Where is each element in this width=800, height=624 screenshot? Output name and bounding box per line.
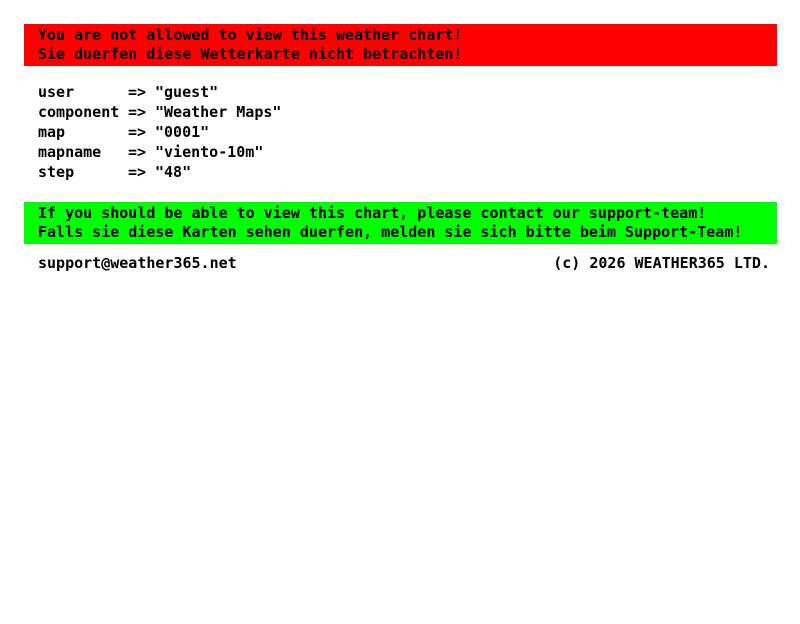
support-contact-text-en: If you should be able to view this chart, please contact our support-team!	[38, 204, 707, 222]
arrow-glyph: =>	[128, 143, 147, 161]
detail-key: map	[38, 123, 66, 141]
footer	[38, 254, 770, 273]
support-contact-text-de: Falls sie diese Karten sehen duerfen, melden sie sich bitte beim Support-Team!	[38, 223, 743, 241]
arrow-glyph: =>	[128, 163, 147, 181]
detail-value: "viento-10m"	[155, 143, 264, 161]
detail-value: "48"	[155, 163, 192, 181]
arrow-glyph: =>	[128, 123, 147, 141]
access-denied-banner	[24, 24, 777, 66]
detail-key: user	[38, 83, 75, 101]
arrow-glyph: =>	[128, 83, 147, 101]
detail-row-user	[38, 82, 800, 102]
request-details-list	[38, 82, 800, 182]
support-email: support@weather365.net	[38, 254, 237, 272]
detail-value: "Weather Maps"	[155, 103, 282, 121]
detail-key: step	[38, 163, 75, 181]
detail-row-map	[38, 122, 800, 142]
detail-value: "0001"	[155, 123, 210, 141]
detail-value: "guest"	[155, 83, 219, 101]
detail-row-mapname	[38, 142, 800, 162]
support-contact-banner	[24, 202, 777, 244]
detail-key: component	[38, 103, 120, 121]
detail-key: mapname	[38, 143, 102, 161]
detail-row-step	[38, 162, 800, 182]
detail-row-component	[38, 102, 800, 122]
access-denied-text-de: Sie duerfen diese Wetterkarte nicht betrachten!	[38, 45, 463, 63]
copyright-notice: (c) 2026 WEATHER365 LTD.	[553, 254, 770, 272]
arrow-glyph: =>	[128, 103, 147, 121]
access-denied-text-en: You are not allowed to view this weather chart!	[38, 26, 463, 44]
